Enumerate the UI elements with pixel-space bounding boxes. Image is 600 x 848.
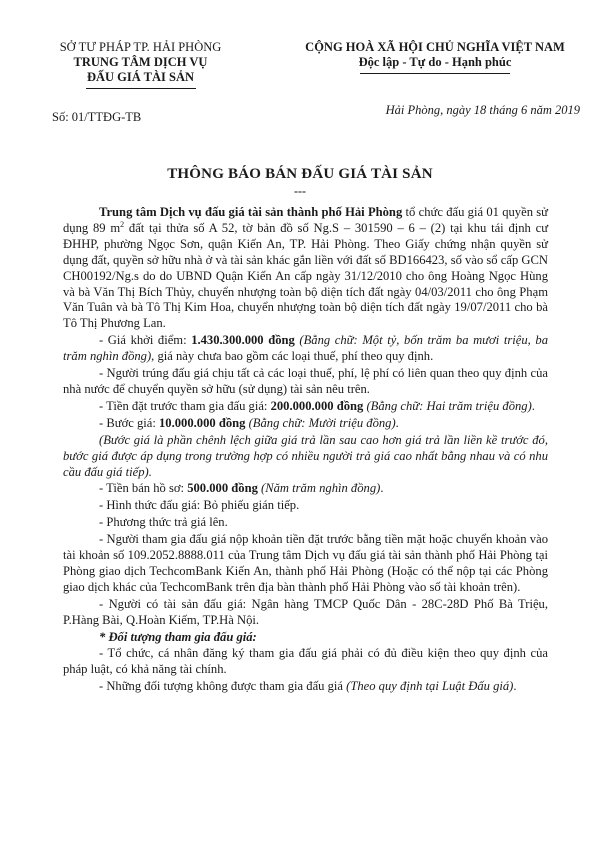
asset-owner: - Người có tài sản đấu giá: Ngân hàng TMCP Quốc Dân - 28C-28D Phố Bà Triệu, P.Hàng Bài, Q.Hoàn Kiếm, TP.Hà Nội. (63, 596, 548, 627)
document-number: Số: 01/TTĐG-TB (52, 110, 142, 124)
participants-heading: * Đối tượng tham gia đấu giá: (99, 629, 257, 644)
dossier-fee-value: 500.000 đồng (187, 481, 258, 496)
issuer-header (28, 40, 253, 89)
organizer-name: Trung tâm Dịch vụ đấu giá tài sản thành phố Hải Phòng (99, 205, 403, 219)
issuer-center-line1: TRUNG TÂM DỊCH VỤ (73, 55, 208, 69)
motto-underline (360, 73, 510, 74)
participants-excluded: - Những đối tượng không được tham gia đấu giá (Theo quy định tại Luật Đấu giá). (99, 679, 517, 694)
national-header (285, 40, 585, 74)
issuer-department: SỞ TƯ PHÁP TP. HẢI PHÒNG (59, 40, 222, 54)
deposit-value: 200.000.000 đồng (270, 398, 364, 413)
issuer-center-line2: ĐẤU GIÁ TÀI SẢN (86, 70, 195, 84)
winner-note: - Người trúng đấu giá chịu tất cả các loại thuế, phí, lệ phí có liên quan theo quy định của nhà nước để chuyển quyền sở hữu (sử dụng) tài sản nêu trên. (63, 366, 548, 396)
bid-step: - Bước giá: 10.000.000 đồng (Bằng chữ: Mười triệu đồng). (99, 415, 399, 430)
national-title: CỘNG HOÀ XÃ HỘI CHỦ NGHĨA VIỆT NAM (305, 40, 565, 54)
starting-price: - Giá khởi điểm: 1.430.300.000 đồng (Bằng chữ: Một tỷ, bốn trăm ba mươi triệu, ba trăm nghìn đồng), giá này chưa bao gồm các loại thuế, phí theo quy định. (63, 333, 548, 364)
bidding-method: - Phương thức trả giá lên. (99, 515, 228, 530)
national-motto: Độc lập - Tự do - Hạnh phúc (358, 55, 512, 69)
issuer-underline (86, 88, 196, 89)
payment-instructions: - Người tham gia đấu giá nộp khoản tiền đặt trước bằng tiền mặt hoặc chuyển khoản vào tài khoản số 109.2052.8888.011 của Trung tâm Dịch vụ đấu giá tài sản thành phố Hải Phòng tại Phòng giao dịch TechcomBank Kiến An, thành phố Hải Phòng (Hoặc có thể nộp tại các Phòng giao dịch khác của TechcomBank trên địa bàn thành phố Hải Phòng vào số tài khoản trên). (63, 532, 548, 594)
intro-paragraph: Trung tâm Dịch vụ đấu giá tài sản thành phố Hải Phòng tổ chức đấu giá 01 quyền sử dụng 89 $m^2$ đất tại thửa số A 52, tờ bản đồ số Ng.S – 301590 – 6 – (2) tại khu tái định cư ĐHHP, phường Ngọc Sơn, quận Kiến An, TP. Hải Phòng. Theo Giấy chứng nhận quyền sử dụng đất, quyền sở hữu nhà ở và tài sản khác gắn liền với đất số BD166423, số vào sổ cấp GCN CH00192/Ng.s do do UBND Quận Kiến An cấp ngày 31/12/2010 cho ông Hoàng Ngọc Hùng và bà Văn Thị Bích Thủy, chuyển nhượng toàn bộ diện tích đất ngày 04/03/2011 cho ông Phạm Văn Tuân và bà Tô Thị Kim Hoa, chuyển nhượng toàn bộ diện tích đất ngày 19/07/2011 cho bà Tô Thị Phương Lan. (63, 205, 549, 331)
auction-form: - Hình thức đấu giá: Bỏ phiếu gián tiếp. (99, 498, 300, 513)
document-date: Hải Phòng, ngày 18 tháng 6 năm 2019 (385, 103, 580, 117)
dossier-fee: - Tiền bán hồ sơ: 500.000 đồng (Năm trăm nghìn đồng). (99, 481, 384, 496)
deposit: - Tiền đặt trước tham gia đấu giá: 200.000.000 đồng (Bằng chữ: Hai trăm triệu đồng). (99, 398, 535, 413)
bid-step-note: (Bước giá là phần chênh lệch giữa giá trả lần sau cao hơn giá trả lần liền kề trước đó, bước giá được áp dụng trong trường hợp có nhiều người trả giá cao nhất bằng nhau và có nhu cầu đấu giá tiếp). (63, 432, 548, 479)
bid-step-value: 10.000.000 đồng (159, 415, 246, 430)
title-separator: --- (294, 184, 306, 198)
document-body (63, 205, 548, 696)
participants-allowed: - Tổ chức, cá nhân đăng ký tham gia đấu giá phải có đủ điều kiện theo quy định của pháp luật, có khả năng tài chính. (63, 646, 548, 677)
document-title: THÔNG BÁO BÁN ĐẤU GIÁ TÀI SẢN (167, 166, 433, 182)
starting-price-value: 1.430.300.000 đồng (191, 333, 295, 348)
